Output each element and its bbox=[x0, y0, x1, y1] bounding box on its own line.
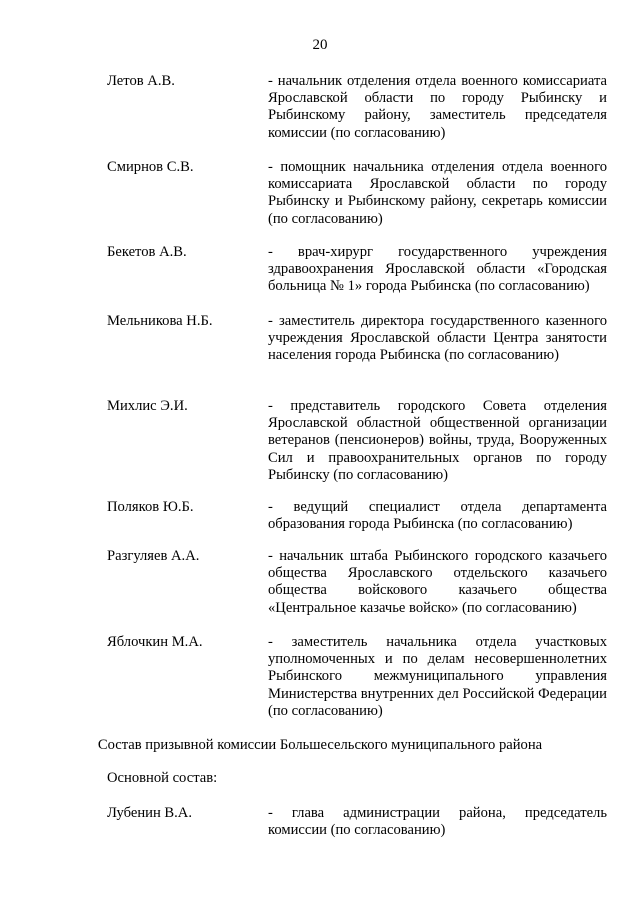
section-heading: Состав призывной комиссии Большесельского муниципального района bbox=[97, 737, 543, 753]
member-role: - глава администрации района, председатель комиссии (по согласованию) bbox=[268, 805, 607, 839]
member-name: Бекетов А.В. bbox=[107, 244, 187, 260]
member-role: - представитель городского Совета отделения Ярославской областной общественной организации ветеранов (пенсионеров) войны, труда, Вооруженных Сил и правоохранительных органов по городу Рыбинску (по согласованию) bbox=[268, 398, 607, 483]
member-role: - помощник начальника отделения отдела военного комиссариата Ярославской области по городу Рыбинску и Рыбинскому району, секретарь комиссии (по согласованию) bbox=[268, 159, 607, 227]
member-role: - начальник отделения отдела военного комиссариата Ярославской области по городу Рыбинску и Рыбинскому району, заместитель председателя комиссии (по согласованию) bbox=[268, 73, 607, 141]
member-role: - ведущий специалист отдела департамента образования города Рыбинска (по согласованию) bbox=[268, 499, 607, 533]
member-name: Яблочкин М.А. bbox=[107, 634, 203, 650]
member-name: Поляков Ю.Б. bbox=[107, 499, 194, 515]
member-role: - начальник штаба Рыбинского городского казачьего общества Ярославского отдельского казачьего общества войскового казачьего общества «Центральное казачье войско» (по согласованию) bbox=[268, 548, 607, 616]
member-name: Лубенин В.А. bbox=[107, 805, 192, 821]
member-role: - заместитель директора государственного казенного учреждения Ярославской области Центра занятости населения города Рыбинска (по согласованию) bbox=[268, 313, 607, 364]
member-name: Мельникова Н.Б. bbox=[107, 313, 213, 329]
member-name: Летов А.В. bbox=[107, 73, 175, 89]
subsection-heading: Основной состав: bbox=[107, 770, 218, 786]
member-role: - врач-хирург государственного учреждения здравоохранения Ярославской области «Городская больница № 1» города Рыбинска (по согласованию) bbox=[268, 244, 607, 295]
page-number: 20 bbox=[312, 37, 328, 53]
member-name: Разгуляев А.А. bbox=[107, 548, 200, 564]
member-role: - заместитель начальника отдела участковых уполномоченных и по делам несовершеннолетних Рыбинского межмуниципального управления Министерства внутренних дел Российской Федерации (по согласованию) bbox=[268, 634, 607, 719]
member-name: Смирнов С.В. bbox=[107, 159, 194, 175]
member-name: Михлис Э.И. bbox=[107, 398, 188, 414]
